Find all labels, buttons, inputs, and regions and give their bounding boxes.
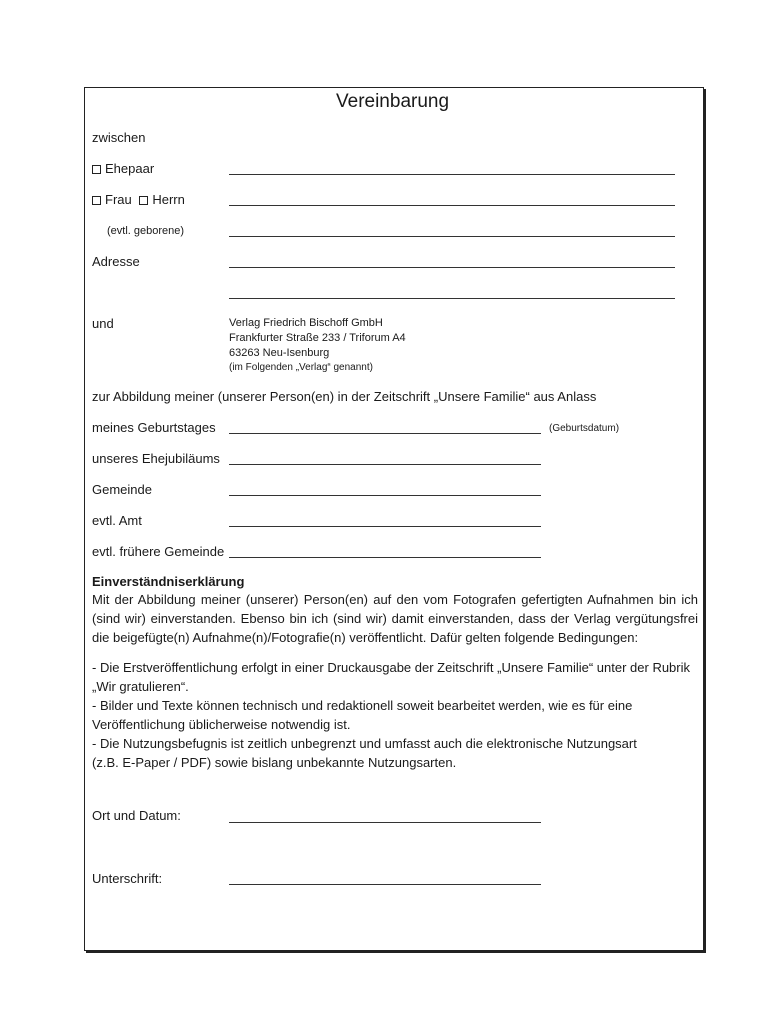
geburtstag-field[interactable] <box>229 433 541 434</box>
unterschrift-field[interactable] <box>229 884 541 885</box>
geburtsdatum-label: (Geburtsdatum) <box>549 423 620 434</box>
ehepaar-option[interactable] <box>92 161 154 176</box>
verlag-name: Verlag Friedrich Bischoff GmbH <box>229 317 383 329</box>
ort-datum-label: Ort und Datum: <box>92 808 181 823</box>
frau-checkbox[interactable] <box>92 196 101 205</box>
adresse-label: Adresse <box>92 254 140 269</box>
bedingung-1: - Die Erstveröffentlichung erfolgt in einer Druckausgabe der Zeitschrift „Unsere Familie“ unter der Rubrik „Wir gratulieren“. <box>92 660 691 694</box>
ort-datum-field[interactable] <box>229 822 541 823</box>
gemeinde-label: Gemeinde <box>92 482 152 497</box>
geborene-label: (evtl. geborene) <box>107 225 185 237</box>
verlag-city: 63263 Neu-Isenburg <box>229 347 330 359</box>
adresse-field-1[interactable] <box>229 267 675 268</box>
einverstaendnis-heading: Einverständniserklärung <box>92 574 245 589</box>
verlag-note: (im Folgenden „Verlag“ genannt) <box>229 362 373 373</box>
geburtstag-label: meines Geburtstages <box>92 420 216 435</box>
fruehere-gemeinde-field[interactable] <box>229 557 541 558</box>
herrn-label: Herrn <box>152 192 185 207</box>
fruehere-gemeinde-label: evtl. frühere Gemeinde <box>92 544 225 559</box>
frau-herrn-field[interactable] <box>229 205 675 206</box>
einverstaendnis-text: Mit der Abbildung meiner (unserer) Person(en) auf den vom Fotografen gefertigten Aufnahmen bin ich (sind wir) einverstanden. Ebenso bin ich (sind wir) damit einverstanden, dass der Verlag vergütungsfrei die beigefügte(n) Aufnahme(n)/Fotografie(n) veröffentlicht. Dafür gelten folgende Bedingungen: <box>92 592 698 645</box>
bedingung-2: - Bilder und Texte können technisch und redaktionell soweit bearbeitet werden, wie es für eine Veröffentlichung üblicherweise notwendig ist. <box>92 698 633 732</box>
amt-label: evtl. Amt <box>92 513 142 528</box>
zweck-text: zur Abbildung meiner (unserer Person(en) in der Zeitschrift „Unsere Familie“ aus Anlass <box>92 389 597 404</box>
frau-label: Frau <box>105 192 132 207</box>
verlag-street: Frankfurter Straße 233 / Triforum A4 <box>229 332 406 344</box>
page-title: Vereinbarung <box>336 91 450 112</box>
bedingung-3: - Die Nutzungsbefugnis ist zeitlich unbegrenzt und umfasst auch die elektronische Nutzungsart (z.B. E-Paper / PDF) sowie bislang unbekannte Nutzungsarten. <box>92 736 637 770</box>
herrn-checkbox[interactable] <box>139 196 148 205</box>
gemeinde-field[interactable] <box>229 495 541 496</box>
unterschrift-label: Unterschrift: <box>92 871 163 886</box>
und-label: und <box>92 316 114 331</box>
ehejubilaeum-field[interactable] <box>229 464 541 465</box>
ehejubilaeum-label: unseres Ehejubiläums <box>92 451 220 466</box>
ehepaar-checkbox[interactable] <box>92 165 101 174</box>
amt-field[interactable] <box>229 526 541 527</box>
ehepaar-label: Ehepaar <box>105 161 155 176</box>
frau-herrn-option <box>92 192 185 207</box>
zwischen-label: zwischen <box>92 130 146 145</box>
geborene-field[interactable] <box>229 236 675 237</box>
adresse-field-2[interactable] <box>229 298 675 299</box>
ehepaar-field[interactable] <box>229 174 675 175</box>
